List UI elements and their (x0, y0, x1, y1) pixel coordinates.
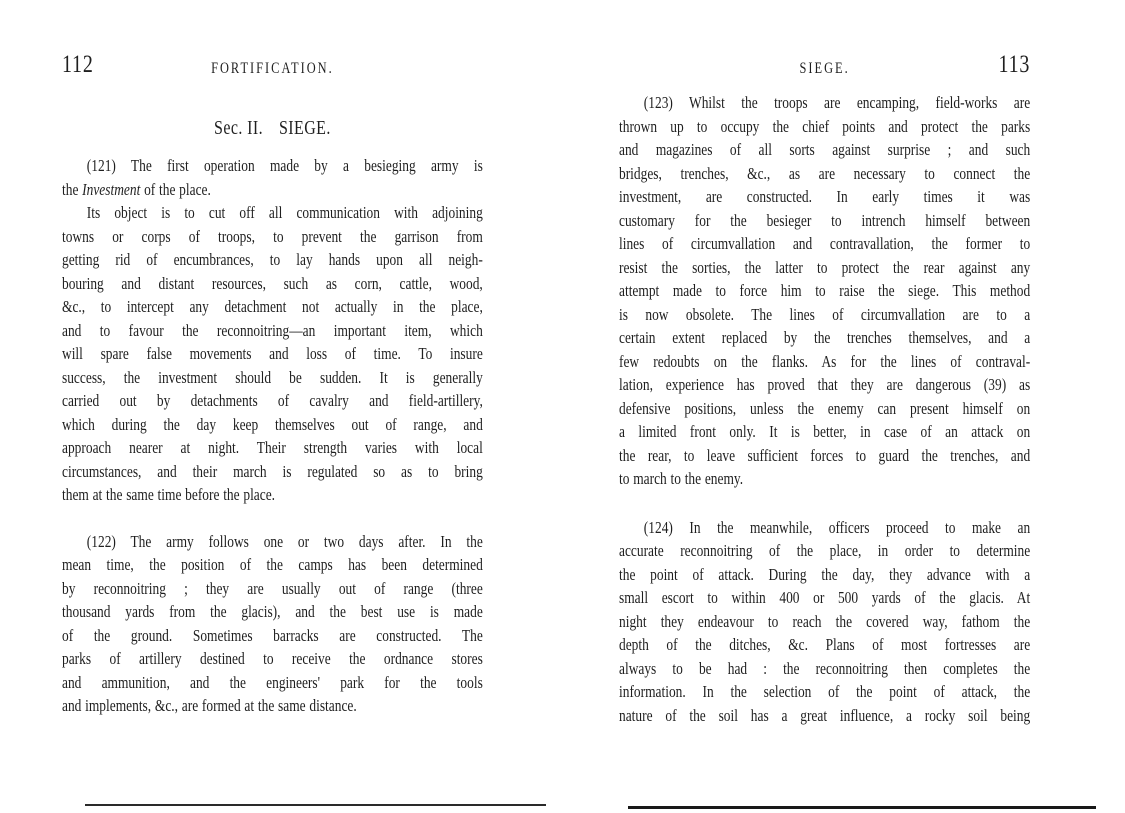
text-line: attempt made to force him to raise the siege. This method (619, 281, 1031, 300)
text-line: Its object is to cut off all communication with adjoining (86, 203, 483, 222)
text-line: customary for the besieger to intrench himself between (619, 210, 1031, 230)
text-line: always to be had : the reconnoitring then completes the (619, 658, 1031, 678)
scan-page-edge-line-left (85, 804, 546, 806)
text-line: carried out by detachments of cavalry and field-artillery, (62, 391, 483, 410)
text-line: bouring and distant resources, such as corn, cattle, wood, (62, 273, 483, 293)
text-line: thousand yards from the glacis), and the best use is made (62, 602, 483, 621)
text-line: success, the investment should be sudden. It is generally (62, 367, 483, 387)
text-line: and magazines of all sorts against surprise ; and such (619, 140, 1031, 159)
text-line: to march to the enemy. (619, 469, 744, 488)
left-running-title: FORTIFICATION. (211, 60, 334, 77)
text-line: thrown up to occupy the chief points and protect the parks (619, 116, 1031, 136)
text-line: them at the same time before the place. (62, 485, 276, 504)
text-line: (123) Whilst the troops are encamping, field-works are (643, 93, 1031, 112)
text-line: and to favour the reconnoitring—an important item, which (62, 320, 483, 340)
text-line: circumstances, and their march is regulated so as to bring (62, 461, 483, 481)
text-line: depth of the ditches, &c. Plans of most fortresses are (619, 635, 1031, 654)
paragraph (619, 516, 1030, 728)
text-line: few redoubts on the flanks. As for the lines of contraval- (619, 351, 1031, 371)
paragraph (62, 201, 483, 507)
text-line: a limited front only. It is better, in case of an attack on (619, 422, 1031, 441)
paragraph (619, 91, 1030, 491)
text-line: resist the sorties, the latter to protect the rear against any (619, 257, 1031, 277)
text-line: by reconnoitring ; they are usually out of range (three (62, 578, 483, 598)
right-page-body (619, 91, 1030, 727)
section-heading-label: Sec. II. (214, 117, 264, 139)
text-line: (122) The army follows one or two days after. In the (86, 531, 483, 551)
paragraph (62, 154, 483, 201)
text-line: will spare false movements and loss of time. To insure (62, 344, 483, 363)
text-line: information. In the selection of the point of attack, the (619, 682, 1031, 701)
text-line: and implements, &c., are formed at the same distance. (62, 696, 357, 715)
left-page-number: 112 (62, 51, 94, 78)
text-line: the Investment of the place. (62, 179, 211, 199)
text-line: defensive positions, unless the enemy can present himself on (619, 398, 1031, 418)
text-line: lation, experience has proved that they are dangerous (39) as (619, 375, 1031, 394)
right-running-title: SIEGE. (799, 60, 850, 77)
left-page (62, 0, 483, 813)
scan-page-edge-line-right (628, 806, 1096, 809)
right-running-head (619, 53, 1030, 79)
text-line: which during the day keep themselves out of range, and (62, 414, 483, 434)
text-line: of the ground. Sometimes barracks are constructed. The (62, 625, 483, 645)
text-line: certain extent replaced by the trenches themselves, and a (619, 328, 1031, 347)
text-line: accurate reconnoitring of the place, in order to determine (619, 541, 1031, 560)
text-line: night they endeavour to reach the covered way, fathom the (619, 611, 1031, 631)
paragraph (62, 530, 483, 718)
text-line: nature of the soil has a great influence, a rocky soil being (619, 705, 1031, 725)
text-line: (121) The first operation made by a besieging army is (86, 156, 483, 175)
section-heading-title: SIEGE. (279, 117, 331, 139)
text-line: is now obsolete. The lines of circumvallation are to a (619, 304, 1031, 324)
text-line: bridges, trenches, &c., as are necessary to connect the (619, 163, 1031, 183)
text-line: mean time, the position of the camps has been determined (62, 555, 483, 574)
right-page-number: 113 (998, 51, 1031, 78)
section-heading (62, 115, 483, 141)
text-line: investment, are constructed. In early times it was (619, 187, 1031, 206)
text-line: and ammunition, and the engineers' park for the tools (62, 672, 483, 692)
text-line: getting rid of encumbrances, to lay hands upon all neigh- (62, 250, 483, 269)
left-running-head (62, 53, 483, 79)
left-page-body (62, 154, 483, 718)
text-line: approach nearer at night. Their strength varies with local (62, 438, 483, 457)
text-line: the point of attack. During the day, they advance with a (619, 564, 1031, 584)
text-line: small escort to within 400 or 500 yards of the glacis. At (619, 588, 1031, 607)
text-line: lines of circumvallation and contravallation, the former to (619, 234, 1031, 253)
right-page (619, 0, 1030, 813)
text-line: (124) In the meanwhile, officers proceed to make an (643, 517, 1031, 537)
text-line: towns or corps of troops, to prevent the garrison from (62, 226, 483, 246)
text-line: parks of artillery destined to receive the ordnance stores (62, 649, 483, 668)
text-line: the rear, to leave sufficient forces to guard the trenches, and (619, 445, 1031, 465)
text-line: &c., to intercept any detachment not actually in the place, (62, 297, 483, 316)
